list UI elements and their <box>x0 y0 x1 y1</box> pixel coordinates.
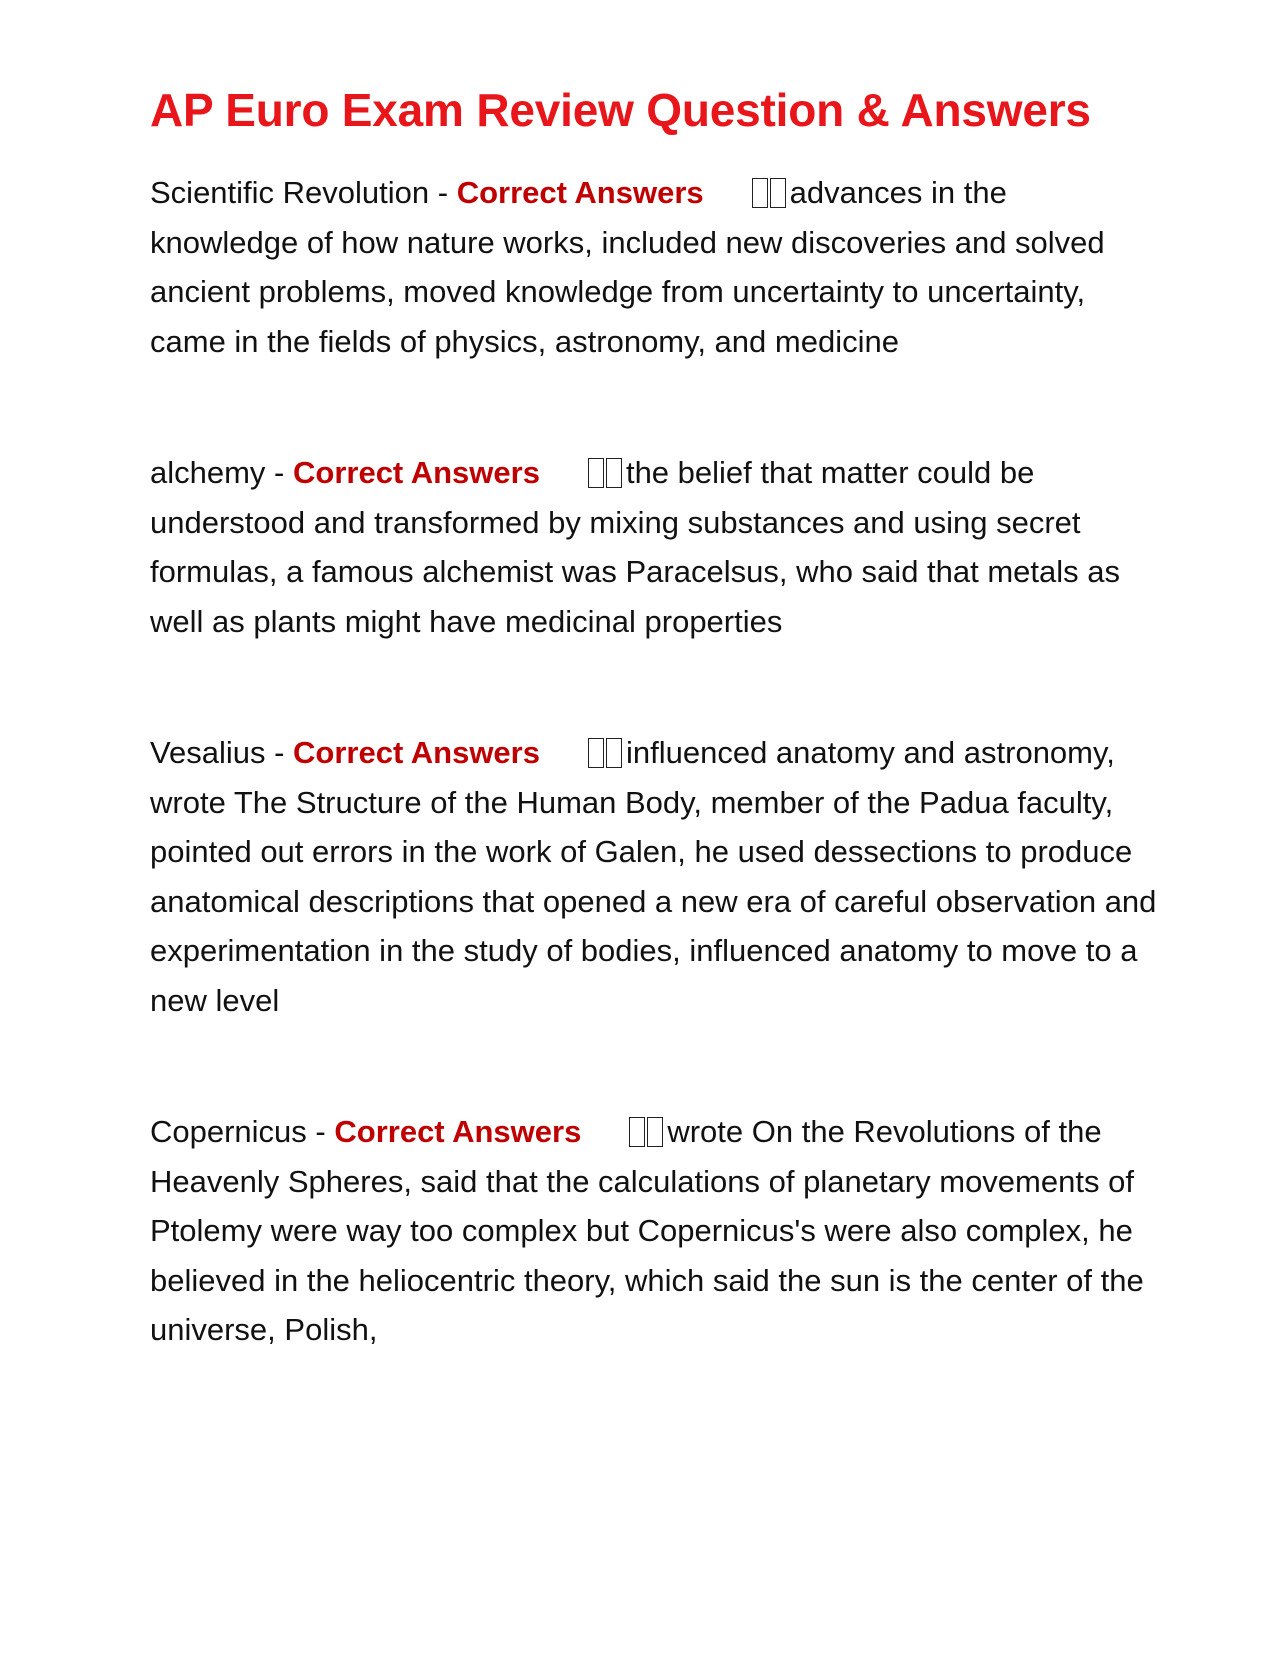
correct-answers-label: Correct Answers <box>293 735 540 770</box>
entry-definition: wrote On the Revolutions of the Heavenly Spheres, said that the calculations of planetary movements of Ptolemy were way too complex but Copernicus's were also complex, he believed in the heliocentric theory, which said the sun is the center of the universe, Polish, <box>150 1114 1144 1347</box>
entry-definition: the belief that matter could be understood and transformed by mixing substances and using secret formulas, a famous alchemist was Paracelsus, who said that metals as well as plants might have medicinal properties <box>150 455 1121 639</box>
qa-entry <box>150 448 1160 646</box>
correct-answers-label: Correct Answers <box>334 1114 582 1149</box>
document-title: AP Euro Exam Review Question & Answers <box>150 84 1091 136</box>
entry-term: alchemy <box>150 455 266 490</box>
missing-glyph-icon <box>647 1117 663 1147</box>
entry-term: Scientific Revolution <box>150 175 430 210</box>
entry-separator: - <box>429 175 457 210</box>
qa-entry <box>150 168 1160 366</box>
document-page <box>150 80 1160 1355</box>
correct-answers-label: Correct Answers <box>293 455 540 490</box>
entry-separator: - <box>265 735 294 770</box>
correct-answers-label: Correct Answers <box>456 175 704 210</box>
qa-entry <box>150 728 1160 1025</box>
missing-glyph-icon <box>629 1117 645 1147</box>
missing-glyph-icon <box>752 178 768 208</box>
qa-entry <box>150 1107 1160 1355</box>
missing-glyph-icon <box>588 458 604 488</box>
entry-definition: influenced anatomy and astronomy, wrote The Structure of the Human Body, member of the Padua faculty, pointed out errors in the work of Galen, he used dessections to produce anatomical descriptions that opened a new era of careful observation and experimentation in the study of bodies, influenced anatomy to move to a new level <box>150 735 1157 1018</box>
entry-separator: - <box>306 1114 335 1149</box>
missing-glyph-icon <box>606 458 622 488</box>
entry-separator: - <box>265 455 293 490</box>
entry-definition: advances in the knowledge of how nature works, included new discoveries and solved ancient problems, moved knowledge from uncertainty to uncertainty, came in the fields of physics, astronomy, and medicine <box>150 175 1105 359</box>
missing-glyph-icon <box>606 738 622 768</box>
missing-glyph-icon <box>588 738 604 768</box>
entry-term: Copernicus <box>150 1114 307 1149</box>
missing-glyph-icon <box>770 178 786 208</box>
entry-term: Vesalius <box>150 735 266 770</box>
